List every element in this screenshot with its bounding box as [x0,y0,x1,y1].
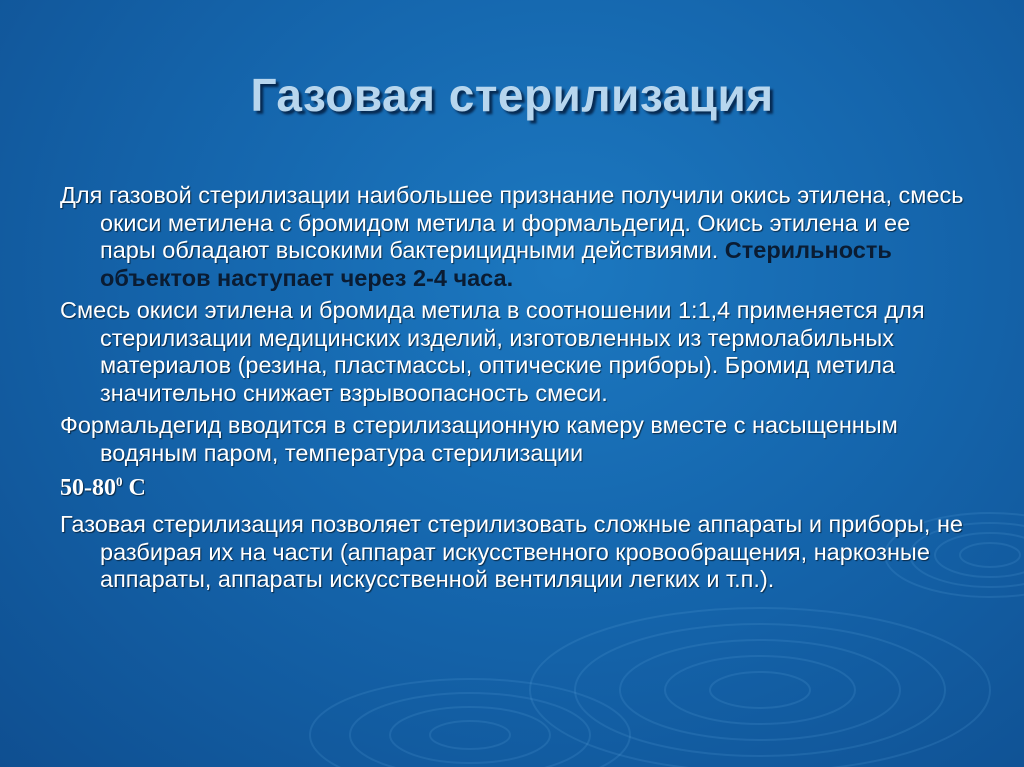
paragraph-formaldehyde: Формальдегид вводится в стерилизационную камеру вместе с насыщенным водяным паром, температура стерилизации [60,412,898,466]
paragraph-gas-agents [60,182,965,292]
sterilization-temperature [60,475,965,502]
paragraph-gas-agents-text: Для газовой стерилизации наибольшее признание получили окись этилена, смесь окиси метилена с бромидом метила и формальдегид. Окись этилена и ее пары обладают высокими бактерицидными действиями. [60,182,964,263]
degree-sign: 0 [116,474,123,489]
slide-title: Газовая стерилизация [250,69,774,121]
slide-content [60,182,965,599]
temperature-value: 50-80 [60,475,116,501]
temperature-unit: С [122,475,146,501]
paragraph-ethylene-mixture: Смесь окиси этилена и бромида метила в соотношении 1:1,4 применяется для стерилизации медицинских изделий, изготовленных из термолабильных материалов (резина, пластмассы, оптические приборы). Бромид метила значительно снижает взрывоопасность смеси. [60,297,925,406]
paragraph-complex-devices: Газовая стерилизация позволяет стерилизовать сложные аппараты и приборы, не разбирая их на части (аппарат искусственного кровообращения, наркозные аппараты, аппараты искусственной вентиляции легких и т.п.). [60,511,964,592]
sterility-time-emphasis: Стерильность объектов наступает через 2-4 часа. [100,237,892,291]
